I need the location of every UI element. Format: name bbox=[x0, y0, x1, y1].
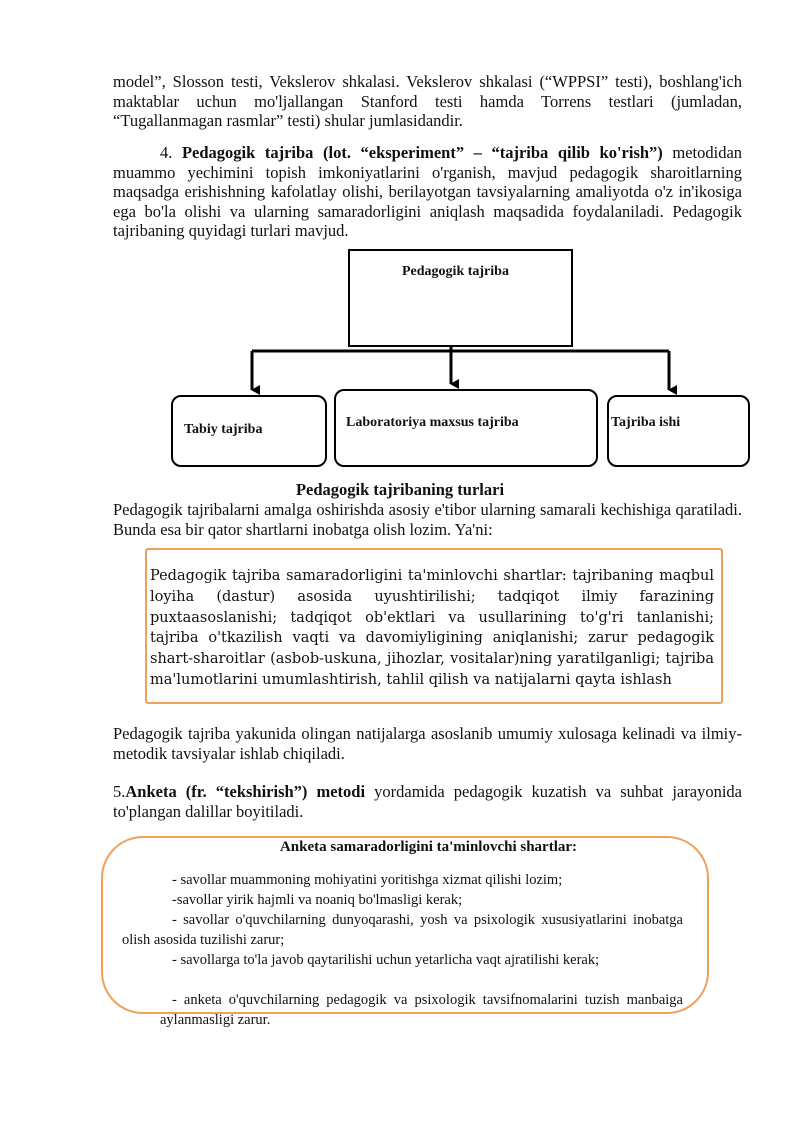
paragraph-pedagogik-tajriba bbox=[113, 143, 742, 241]
conditions-text: Pedagogik tajriba samaradorligini ta'minlovchi shartlar: tajribaning maqbul loyiha (dastur) asosida uyushtirilishi; tadqiqot ilmiy farazining puxtaasoslanishi; tadqiqot ob'ektlari va usullarining to'g'ri tanlanishi; tajriba o'tkazilish vaqti va davomiyligining aniqlanishi; zarur pedagogik shart-sharoitlar (asbob-uskuna, jihozlar, vositalar)ning yaratilganligi; tajriba ma'lumotlarini umumlashtirish, tahlil qilish va natijalarni qayta ishlash bbox=[150, 568, 714, 688]
diagram-node-tajriba-ishi bbox=[607, 395, 750, 467]
diagram-root-label: Pedagogik tajriba bbox=[402, 264, 509, 279]
diagram-root-node bbox=[348, 249, 573, 347]
diagram-node-label: Tajriba ishi bbox=[611, 415, 681, 430]
diagram-node-laboratoriya bbox=[334, 389, 598, 467]
section-description: metodidan muammo yechimini topish imkoniyatlarini o'rganish, mavjud pedagogik sharoitlarning maqsadga erishishning kafolatlay olishi, berilayotgan tavsiyalarning amaliyotda o'z in'ikosiga ega bo'la olishi va ularning samaradorligini aniqlash maqsadida foydalaniladi. Pedagogik tajribaning quyidagi turlari mavjud. bbox=[113, 143, 743, 241]
section-number: 5. bbox=[113, 782, 126, 801]
list-item: - savollar o'quvchilarning dunyoqarashi, yosh va psixologik xususiyatlarini inobatga olish asosida tuzilishi zarur; bbox=[122, 912, 683, 948]
section-term: Anketa (fr. “tekshirish”) metodi bbox=[125, 782, 366, 801]
list-item: - savollar muammoning mohiyatini yoritishga xizmat qilishi lozim; bbox=[172, 872, 563, 888]
diagram-node-tabiy bbox=[171, 395, 327, 467]
diagram-node-label: Laboratoriya maxsus tajriba bbox=[346, 415, 519, 430]
list-item: -savollar yirik hajmli va noaniq bo'lmasligi kerak; bbox=[172, 892, 463, 908]
list-item: - anketa o'quvchilarning pedagogik va psixologik tavsifnomalarini tuzish manbaiga aylanmasligi zarur. bbox=[160, 992, 683, 1028]
paragraph-anketa bbox=[113, 782, 742, 821]
list-item: - savollarga to'la javob qaytarilishi uchun yetarlicha vaqt ajratilishi kerak; bbox=[172, 952, 600, 968]
section-term: Pedagogik tajriba (lot. “eksperiment” – “tajriba qilib ko'rish”) bbox=[181, 143, 663, 162]
diagram-node-label: Tabiy tajriba bbox=[184, 422, 263, 437]
diagram-caption: Pedagogik tajribaning turlari bbox=[295, 480, 505, 499]
section-number: 4. bbox=[160, 143, 182, 162]
section-description: yordamida pedagogik kuzatish va suhbat jarayonida to'plangan dalillar boyitiladi. bbox=[113, 782, 742, 821]
anketa-box-title: Anketa samaradorligini ta'minlovchi shartlar: bbox=[279, 839, 578, 855]
paragraph-conclusion: Pedagogik tajriba yakunida olingan natijalarga asoslanib umumiy xulosaga kelinadi va ilmiy-metodik tavsiyalar ishlab chiqiladi. bbox=[113, 724, 742, 763]
paragraph-conditions-intro: Pedagogik tajribalarni amalga oshirishda asosiy e'tibor ularning samarali kechishiga qaratiladi. Bunda esa bir qator shartlarni inobatga olish lozim. Ya'ni: bbox=[113, 500, 742, 539]
paragraph-intro: model”, Slosson testi, Vekslerov shkalasi. Vekslerov shkalasi (“WPPSI” testi), boshlang'ich maktablar uchun mo'ljallangan Stanford testi hamda Torrens testlari (jumladan, “Tugallanmagan rasmlar” testi) shular jumlasidandir. bbox=[113, 72, 742, 131]
